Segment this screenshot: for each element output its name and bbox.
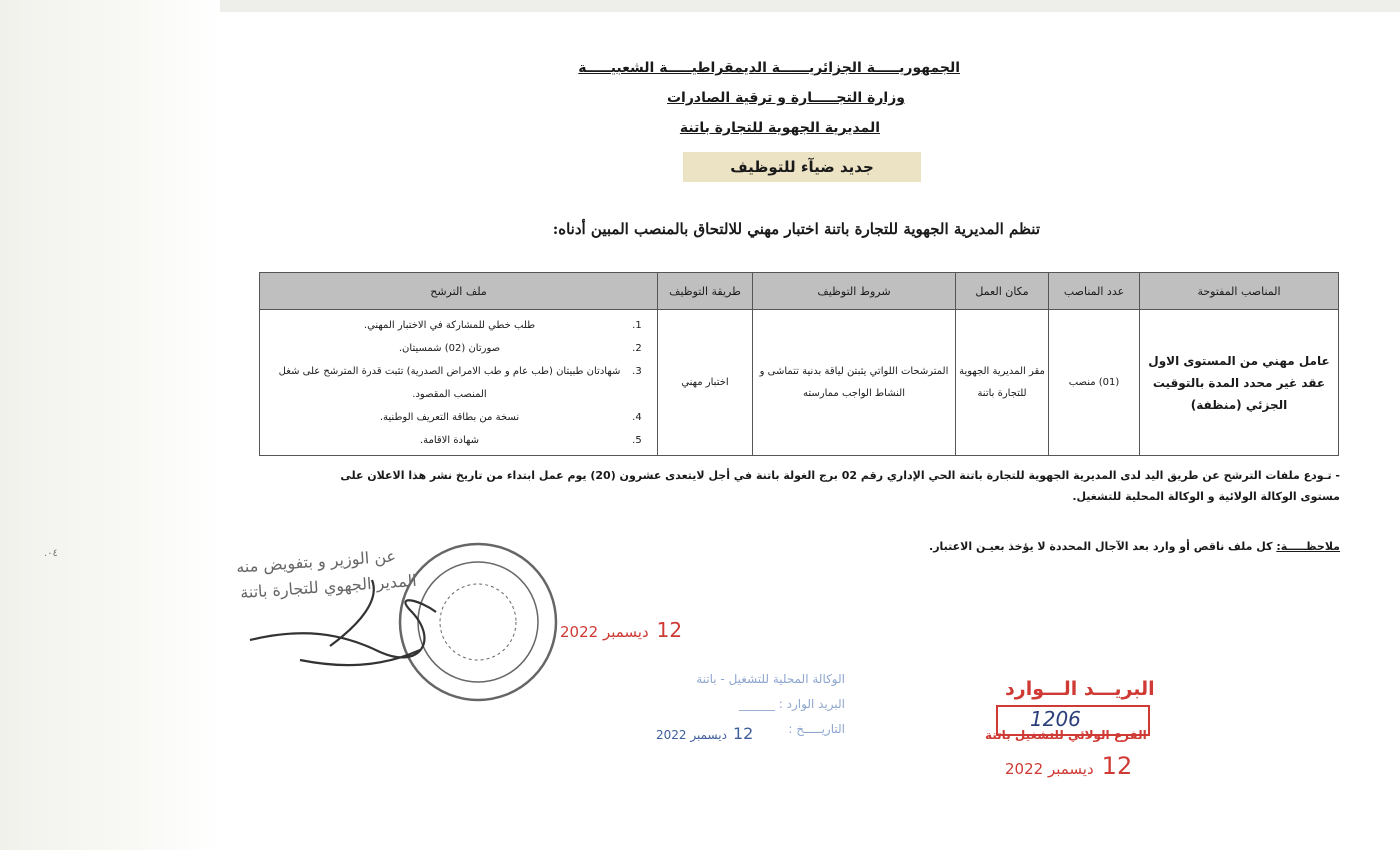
agency-stamp-line1: الوكالة المحلية للتشغيل - باتنة <box>696 672 845 686</box>
round-seal-icon <box>400 544 556 700</box>
post-date-rest: ديسمبر 2022 <box>1005 760 1094 778</box>
agency-stamp-date <box>656 724 753 743</box>
header-ministry: وزارة التجـــــارة و ترقية الصادرات <box>666 90 905 106</box>
header-conditions: شروط التوظيف <box>753 273 956 310</box>
deposit-note: - تـودع ملفات الترشح عن طريق اليد لدى المديرية الجهوية للتجارة باتنة الحي الإداري رقم 02 برج الغولة باتنة في أجل لايتعدى عشرون (20) يوم عمل ابتداء من تاريخ نشر هذا الاعلان على مستوى الوكالة الولائية و الوكالة المحلية للتشغيل. <box>340 469 1340 503</box>
cell-count: (01) منصب <box>1049 310 1140 456</box>
header-directorate: المديرية الجهوية للتجارة باتنة <box>679 120 880 136</box>
post-stamp-number: 1206 <box>1030 707 1081 731</box>
signature-stamp-line1: عن الوزير و بتفويض منه <box>235 546 397 577</box>
red-date-stamp <box>560 618 682 642</box>
cell-method: اختبار مهني <box>658 310 753 456</box>
post-date-day: 12 <box>1101 752 1133 780</box>
red-date-rest: ديسمبر 2022 <box>560 623 649 641</box>
post-stamp-sub: الفرع الولائي للتشغيل باتنة <box>985 728 1147 742</box>
remark-text: كل ملف ناقص أو وارد بعد الآجال المحددة لا يؤخذ بعيـن الاعتبار. <box>929 540 1277 553</box>
agency-date-rest: ديسمبر 2022 <box>656 728 727 742</box>
cell-position: عامل مهني من المستوى الاول عقد غير محدد المدة بالتوقيت الجزئي (منظفة) <box>1140 310 1339 456</box>
header-workplace: مكان العمل <box>956 273 1049 310</box>
list-item: 1. طلب خطي للمشاركة في الاختبار المهني. <box>270 314 629 337</box>
list-item: 2. صورتان (02) شمسيتان. <box>270 337 629 360</box>
list-item: 5. شهادة الاقامة. <box>270 429 629 452</box>
cell-location: مقر المديرية الجهوية للتجارة باتنة <box>956 310 1049 456</box>
scan-speck: .٠٤ <box>44 548 58 559</box>
recruitment-banner: جديد ضيآء للتوظيف <box>683 152 921 182</box>
header-method: طريقة التوظيف <box>658 273 753 310</box>
agency-stamp-line3: التاريـــــخ : <box>788 722 845 736</box>
remark-label: ملاحظـــــة: <box>1276 540 1340 553</box>
agency-stamp-line2: البريد الوارد : ______ <box>738 697 845 711</box>
header-positions-count: عدد المناصب <box>1049 273 1140 310</box>
agency-date-day: 12 <box>732 724 754 743</box>
header-republic: الجمهوريـــــة الجزائريــــــة الديمقراطيـــــة الشعبيـــــة <box>578 60 960 76</box>
red-date-day: 12 <box>656 618 683 642</box>
post-stamp-title: البريـــد الـــوارد <box>1005 678 1155 700</box>
intro-text: تنظم المديرية الجهوية للتجارة باتنة اختبار مهني للالتحاق بالمنصب المبين أدناه: <box>552 220 1040 238</box>
post-stamp-date <box>1005 752 1132 780</box>
cell-conditions: المترشحات اللواتي يثبتن لياقة بدنية تتماشى و النشاط الواجب ممارسته <box>753 310 956 456</box>
list-item: 3. شهادتان طبيتان (طب عام و طب الامراض الصدرية) تثبت قدرة المترشح على شغل المنصب المقصود. <box>270 360 629 406</box>
list-item: 4. نسخة من بطاقة التعريف الوطنية. <box>270 406 629 429</box>
header-open-positions: المناصب المفتوحة <box>1140 273 1339 310</box>
signature-stamp-line2: المدير الجهوي للتجارة باتنة <box>239 570 418 603</box>
header-application-file: ملف الترشح <box>260 273 658 310</box>
